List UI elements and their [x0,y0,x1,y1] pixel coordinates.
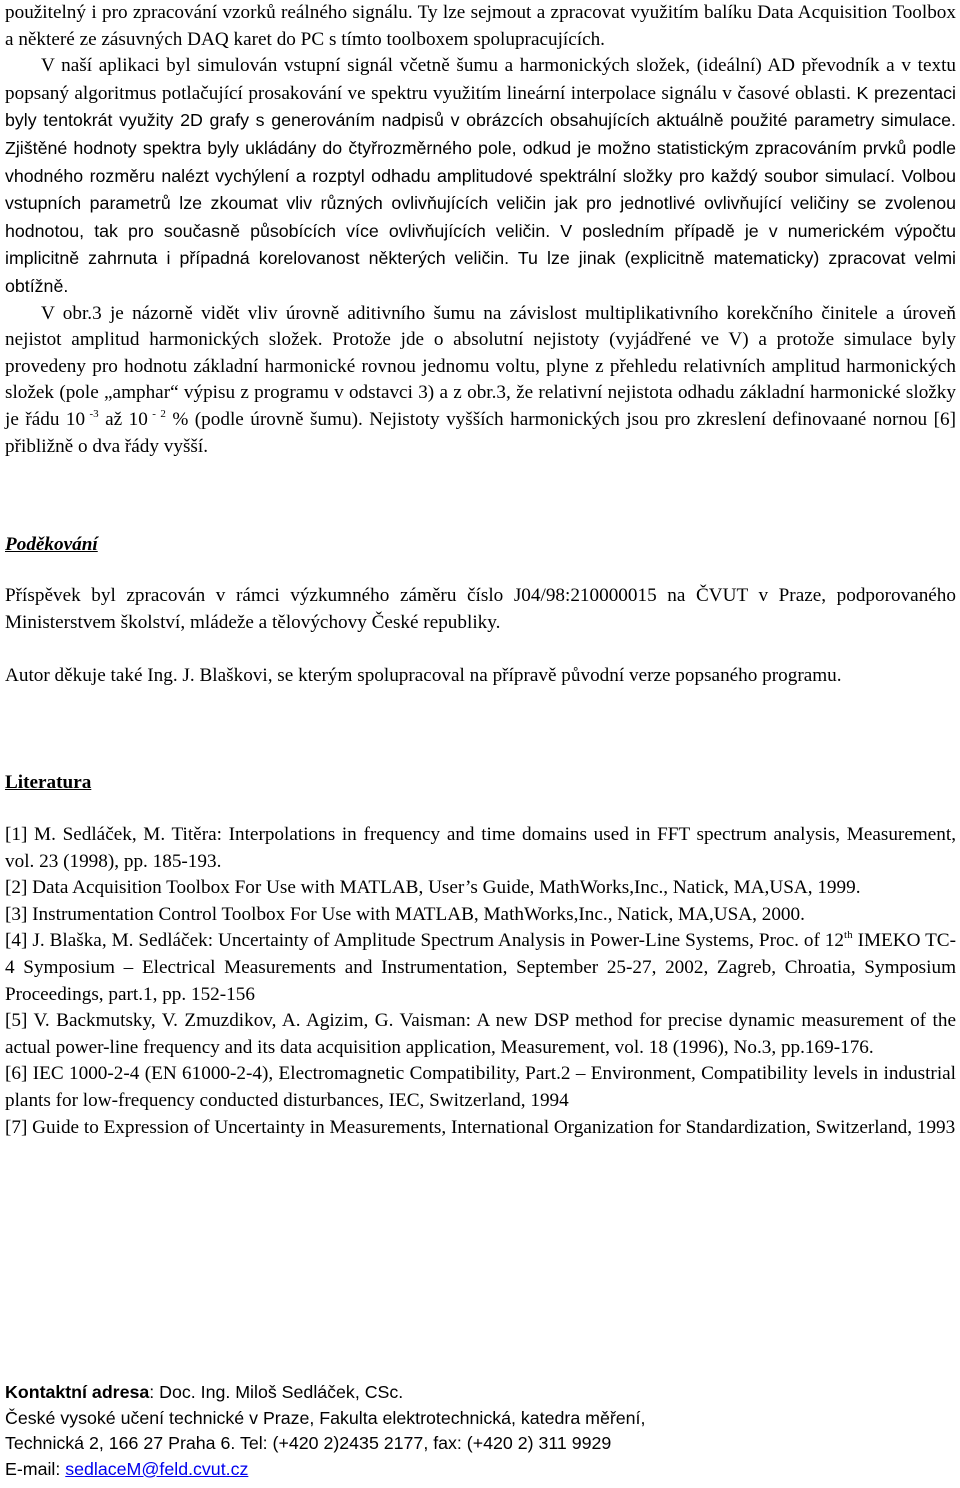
contact-line-3: Technická 2, 166 27 Praha 6. Tel: (+420 2)2435 2177, fax: (+420 2) 311 9929 [5,1433,612,1454]
email-link[interactable]: sedlaceM@feld.cvut.cz [65,1458,249,1479]
contact-name: : Doc. Ing. Miloš Sedláček, CSc. [149,1382,404,1402]
figure-3-text: V obr.3 je názorně vidět vliv úrovně aditivního šumu na závislost multiplikativního korekčního činitele a úroveň nejistot amplitud harmonických složek. Protože jde o absolutní nejistoty (vyjádřené ve V) a protože simulace byly provedeny pro hodnotu základní harmonické rovnou jednomu voltu, plyne z přehledu relativních amplitud harmonických složek (pole „amphar“ výpisu z programu v odstavci 3) a z obr.3, že relativní nejistota odhadu základní harmonické složky je řádu 10 [5,302,956,430]
reference-item: [1] M. Sedláček, M. Titěra: Interpolations in frequency and time domains used in FFT spectrum analysis, Measurement, vol. 23 (1998), pp. 185-193. [5,824,956,872]
body-text [5,0,956,460]
reference-item: [2] Data Acquisition Toolbox For Use with MATLAB, User’s Guide, MathWorks,Inc., Natick, MA,USA, 1999. [5,877,861,899]
paragraph-simulation [5,53,956,300]
contact-block [5,1380,956,1482]
email-label: E-mail: [5,1458,66,1479]
literature-heading: Literatura [5,772,92,793]
exponent-2: - 2 [147,407,166,420]
reference-item: [6] IEC 1000-2-4 (EN 61000-2-4), Electromagnetic Compatibility, Part.2 – Environment, Compatibility levels in industrial plants for low-frequency conducted disturbances, IEC, Switzerland, 1994 [5,1063,956,1111]
reference-4-text: [4] J. Blaška, M. Sedláček: Uncertainty of Amplitude Spectrum Analysis in Power-Line Systems, Proc. of 12 [5,930,845,952]
acknowledgement-paragraph-1: Příspěvek byl zpracován v rámci výzkumného záměru číslo J04/98:210000015 na ČVUT v Praze, podporovaného Ministerstvem školství, mládeže a tělovýchovy České republiky. [5,585,956,633]
reference-item: [7] Guide to Expression of Uncertainty in Measurements, International Organization for Standardization, Switzerland, 1993 [5,1116,956,1138]
reference-list [5,822,956,1141]
figure-3-text-2: až 10 [98,408,148,430]
paragraph-daq: použitelný i pro zpracování vzorků reálného signálu. Ty lze sejmout a zpracovat využitím balíku Data Acquisition Toolbox a některé ze zásuvných DAQ karet do PC s tímto toolboxem spolupracujících. [5,2,956,50]
contact-line-2: České vysoké učení technické v Praze, Fakulta elektrotechnická, katedra měření, [5,1407,646,1428]
exponent-1: -3 [85,407,99,420]
simulation-sentence-serif: V naší aplikaci byl simulován vstupní signál včetně šumu a harmonických složek, (ideální) AD převodník a v textu popsaný algoritmus potlačující prosakování ve spektru využitím lineární interpolace signálu v časové oblasti. [5,55,956,104]
contact-label: Kontaktní adresa [5,1382,150,1402]
reference-4-text-2: IMEKO TC-4 Symposium – Electrical Measurements and Instrumentation, September 25-27, 2002, Zagreb, Chroatia, Symposium Proceedings, part.1, pp. 152-156 [5,930,956,1005]
reference-4-superscript: th [844,929,853,942]
contact-line-1 [5,1380,956,1406]
acknowledgement-paragraph-2: Autor děkuje také Ing. J. Blaškovi, se kterým spolupracoval na přípravě původní verze popsaného programu. [5,665,842,686]
acknowledgement-heading: Poděkování [5,534,98,555]
figure-3-text-3: % (podle úrovně šumu). Nejistoty vyšších harmonických jsou pro zkreslení definovaané nornou [6] přibližně o dva řády vyšší. [5,408,956,457]
simulation-sentence-sans-2: Zjištěné hodnoty spektra byly ukládány do čtyřrozměrného pole, odkud je možno statistickým zpracováním prvků podle vhodného rozměru nalézt vychýlení a rozptyl odhadu amplitudové spektrální složky pro každý soubor simulací. Volbou vstupních parametrů lze zkoumat vliv různých ovlivňujících veličin jak pro jednotlivé ovlivňující veličiny se zvolenou hodnotou, tak pro současně působících více ovlivňujících veličin. V posledním případě je v numerickém výpočtu implicitně zahrnuta i případná korelovanost některých veličin. Tu lze jinak (explicitně matematicky) zpracovat velmi obtížně. [5,137,956,296]
paragraph-figure-3 [5,301,956,461]
reference-item [5,928,956,1008]
reference-item: [3] Instrumentation Control Toolbox For Use with MATLAB, MathWorks,Inc., Natick, MA,USA, 2000. [5,903,805,925]
reference-item: [5] V. Backmutsky, V. Zmuzdikov, A. Agizim, G. Vaisman: A new DSP method for precise dynamic measurement of the actual power-line frequency and its data acquisition application, Measurement, vol. 18 (1996), No.3, pp.169-176. [5,1010,956,1058]
contact-line-4 [5,1457,956,1483]
simulation-sentence-sans: K prezentaci byly tentokrát využity 2D grafy s generováním nadpisů v obrázcích obsahujících aktuálně použité parametry simulace. [5,82,956,131]
